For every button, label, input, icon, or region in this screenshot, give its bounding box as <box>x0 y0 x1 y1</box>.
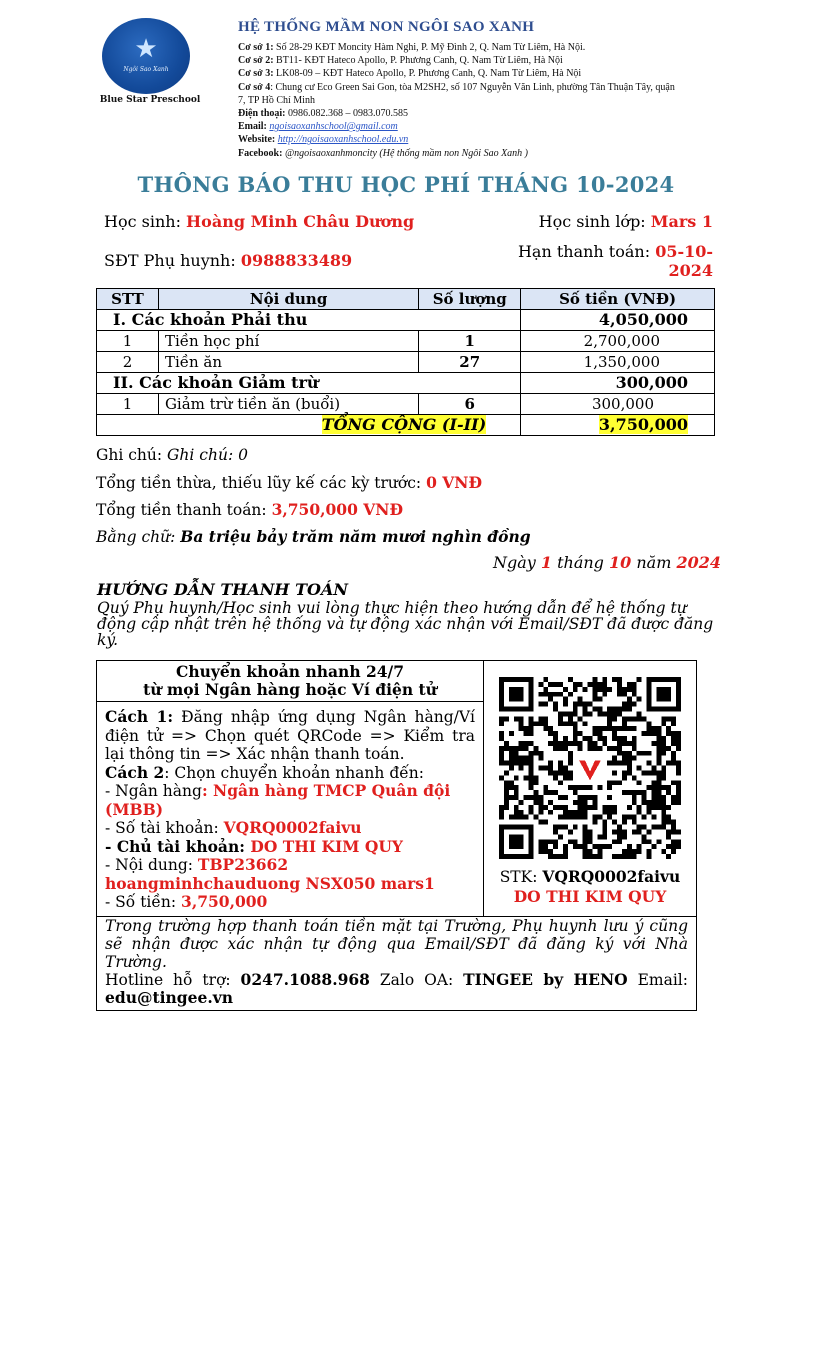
text-value: 300,000 <box>521 373 715 394</box>
fee-table <box>96 288 715 436</box>
student-name-row <box>104 212 414 231</box>
text-value: Cách 2 <box>105 762 165 782</box>
note-value: Ghi chú: 0 <box>167 446 248 464</box>
text-value: SĐT Phụ huynh: <box>104 251 241 270</box>
text-value: - Số tiền: <box>105 893 182 911</box>
text-value: Cơ sở 3: <box>238 68 274 80</box>
col-amount: Số tiền (VNĐ) <box>521 289 715 310</box>
payment-total-row <box>96 500 403 519</box>
amount-in-words-row <box>96 527 531 546</box>
text-value: Ngày <box>492 553 541 572</box>
school-facebook <box>238 147 678 160</box>
text-value: 1,350,000 <box>521 352 715 373</box>
text-value: 2024 <box>676 553 721 572</box>
balance-value: 0 VNĐ <box>426 473 482 492</box>
text-value: 1 <box>97 394 159 415</box>
student-name: Hoàng Minh Châu Dương <box>186 212 415 231</box>
text-value: Ghi chú: <box>96 446 168 464</box>
text-value: - Chủ tài khoản: <box>105 836 251 856</box>
campus-1 <box>238 41 678 54</box>
total-label: TỔNG CỘNG (I-II) <box>321 415 487 434</box>
support-email[interactable]: edu@tingee.vn <box>105 987 234 1007</box>
school-logo <box>96 16 204 108</box>
cash-note: Trong trường hợp thanh toán tiền mặt tại Trường, Phụ huynh lưu ý cũng sẽ nhận được xác nhận tự động qua Email/SĐT đã đăng ký với Nhà Trường. <box>105 916 688 971</box>
col-stt: STT <box>97 289 159 310</box>
payment-total: 3,750,000 VNĐ <box>271 500 404 519</box>
qr-owner: DO THI KIM QUY <box>513 887 667 906</box>
date-line <box>493 553 721 572</box>
balance-row <box>96 473 482 492</box>
total-row <box>97 415 715 436</box>
text-value: : Chung cư Eco Green Sai Gon, tòa M2SH2, số 107 Nguyễn Văn Linh, phường Tân Thuận Tây, quận 7, TP Hồ Chí Minh <box>238 81 675 106</box>
school-email <box>238 120 678 133</box>
text-value: - Ngân hàng <box>105 782 202 800</box>
text-value: I. Các khoản Phải thu <box>97 310 521 331</box>
transfer-amount: 3,750,000 <box>181 892 268 911</box>
hotline: 0247.1088.968 <box>240 969 370 989</box>
payment-box <box>96 660 697 1011</box>
text-value: Tiền học phí <box>158 331 418 352</box>
text-value: : Chọn chuyển khoản nhanh đến: <box>164 763 424 782</box>
text-value: Website: <box>238 134 276 146</box>
qr-code[interactable] <box>499 677 681 859</box>
text-value: Email: <box>627 970 688 989</box>
col-qty: Số lượng <box>419 289 521 310</box>
transfer-content: TBP23662 hoangminhchauduong NSX050 mars1 <box>105 855 435 893</box>
qr-account: VQRQ0002faivu <box>542 867 681 886</box>
text-value: BT11- KĐT Hateco Apollo, P. Phương Canh, Q. Nam Từ Liêm, Hà Nội <box>273 55 563 67</box>
text-value: Tổng tiền thanh toán: <box>96 501 272 519</box>
campus-3 <box>238 67 678 80</box>
text-value: Bằng chữ: <box>96 528 181 546</box>
text-value: 2,700,000 <box>521 331 715 352</box>
table-row <box>97 331 715 352</box>
parent-phone-row <box>104 251 352 270</box>
email-link[interactable]: ngoisaoxanhschool@gmail.com <box>269 121 398 133</box>
text-value: Hotline hỗ trợ: <box>105 970 241 989</box>
text-value: tháng <box>552 553 610 572</box>
campus-2 <box>238 54 678 67</box>
text-value: năm <box>631 553 677 572</box>
student-class-row <box>539 212 713 231</box>
due-date-row <box>518 242 713 280</box>
text-value: 1 <box>540 553 553 572</box>
section-deduction <box>97 373 715 394</box>
col-content: Nội dung <box>158 289 418 310</box>
text-value: - Số tài khoản: <box>105 819 224 837</box>
support-footer <box>97 916 697 1010</box>
school-header <box>238 16 678 160</box>
text-value: Học sinh: <box>104 212 187 231</box>
text-value: Tổng tiền thừa, thiếu lũy kế các kỳ trước: <box>96 474 427 492</box>
text-value: Zalo OA: <box>369 970 464 989</box>
website-link[interactable]: http://ngoisaoxanhschool.edu.vn <box>277 134 409 146</box>
text-value: Chuyển khoản nhanh 24/7 <box>176 662 404 681</box>
text-value: Giảm trừ tiền ăn (buổi) <box>158 394 418 415</box>
text-value: Số 28-29 KĐT Moncity Hàm Nghi, P. Mỹ Đình 2, Q. Nam Từ Liêm, Hà Nội. <box>273 42 586 53</box>
text-value: 05-10- <box>655 242 713 261</box>
logo-text: Ngôi Sao Xanh <box>123 66 169 73</box>
guide-title: HƯỚNG DẪN THANH TOÁN <box>97 580 348 599</box>
text-value: Cách 1: <box>105 707 174 726</box>
text-value: 6 <box>419 394 521 415</box>
school-website <box>238 133 678 146</box>
text-value: từ mọi Ngân hàng hoặc Ví điện tử <box>143 680 437 699</box>
section-receivable <box>97 310 715 331</box>
total-amount: 3,750,000 <box>598 415 688 434</box>
text-value: 27 <box>419 352 521 373</box>
text-value: 4,050,000 <box>521 310 715 331</box>
text-value: 1 <box>419 331 521 352</box>
text-value: 300,000 <box>521 394 715 415</box>
guide-text: Quý Phụ huynh/Học sinh vui lòng thực hiện theo hướng dẫn để hệ thống tự động cập nhật trên hệ thống và tự động xác nhận với Email/SĐT đã được đăng ký. <box>97 599 714 649</box>
account-owner: DO THI KIM QUY <box>250 836 403 856</box>
text-value: 2 <box>97 352 159 373</box>
amount-in-words: Ba triệu bảy trăm năm mươi nghìn đồng <box>180 527 531 546</box>
campus-4 <box>238 81 678 107</box>
text-value: Cơ sở 2: <box>238 55 274 67</box>
qr-section <box>484 661 697 917</box>
table-header-row <box>97 289 715 310</box>
text-value: STK: <box>499 868 543 886</box>
zalo-oa: TINGEE by HENO <box>463 969 628 989</box>
text-value: II. Các khoản Giảm trừ <box>97 373 521 394</box>
school-phone <box>238 107 678 120</box>
parent-phone: 0988833489 <box>240 251 353 270</box>
transfer-instructions <box>97 702 484 917</box>
text-value: LK08-09 – KĐT Hateco Apollo, P. Phương Canh, Q. Nam Từ Liêm, Hà Nội <box>273 68 582 80</box>
transfer-heading <box>97 661 484 702</box>
text-value: - Nội dung: <box>105 856 198 874</box>
text-value: Điện thoại: <box>238 108 286 120</box>
student-class: Mars 1 <box>650 212 713 231</box>
due-date: 2024 <box>668 261 713 280</box>
text-value: Hạn thanh toán: <box>517 242 656 261</box>
system-name: HỆ THỐNG MẦM NON NGÔI SAO XANH <box>238 19 535 35</box>
note-row <box>96 446 248 464</box>
star-icon: ★ <box>134 34 158 64</box>
text-value: Facebook: <box>238 147 283 159</box>
text-value: Cơ sở 1: <box>238 42 274 53</box>
table-row <box>97 352 715 373</box>
text-value: Tiền ăn <box>158 352 418 373</box>
logo-brand: Blue Star Preschool <box>99 95 201 105</box>
text-value: 0986.082.368 – 0983.070.585 <box>285 108 408 120</box>
text-value: 1 <box>97 331 159 352</box>
text-value: 10 <box>609 553 632 572</box>
text-value: Cơ sở 4 <box>238 81 271 93</box>
account-number: VQRQ0002faivu <box>223 818 362 837</box>
text-value: Email: <box>238 121 267 133</box>
text-value: Đăng nhập ứng dụng Ngân hàng/Ví điện tử => Chọn quét QRCode => Kiểm tra lại thông tin => Xác nhận thanh toán. <box>105 708 475 763</box>
text-value: @ngoisaoxanhmoncity (Hệ thống mầm non Ngôi Sao Xanh ) <box>282 147 529 159</box>
text-value: Học sinh lớp: <box>538 212 651 231</box>
bank-name: : Ngân hàng TMCP Quân đội (MBB) <box>105 781 451 819</box>
page-title: THÔNG BÁO THU HỌC PHÍ THÁNG 10-2024 <box>137 172 675 197</box>
table-row <box>97 394 715 415</box>
